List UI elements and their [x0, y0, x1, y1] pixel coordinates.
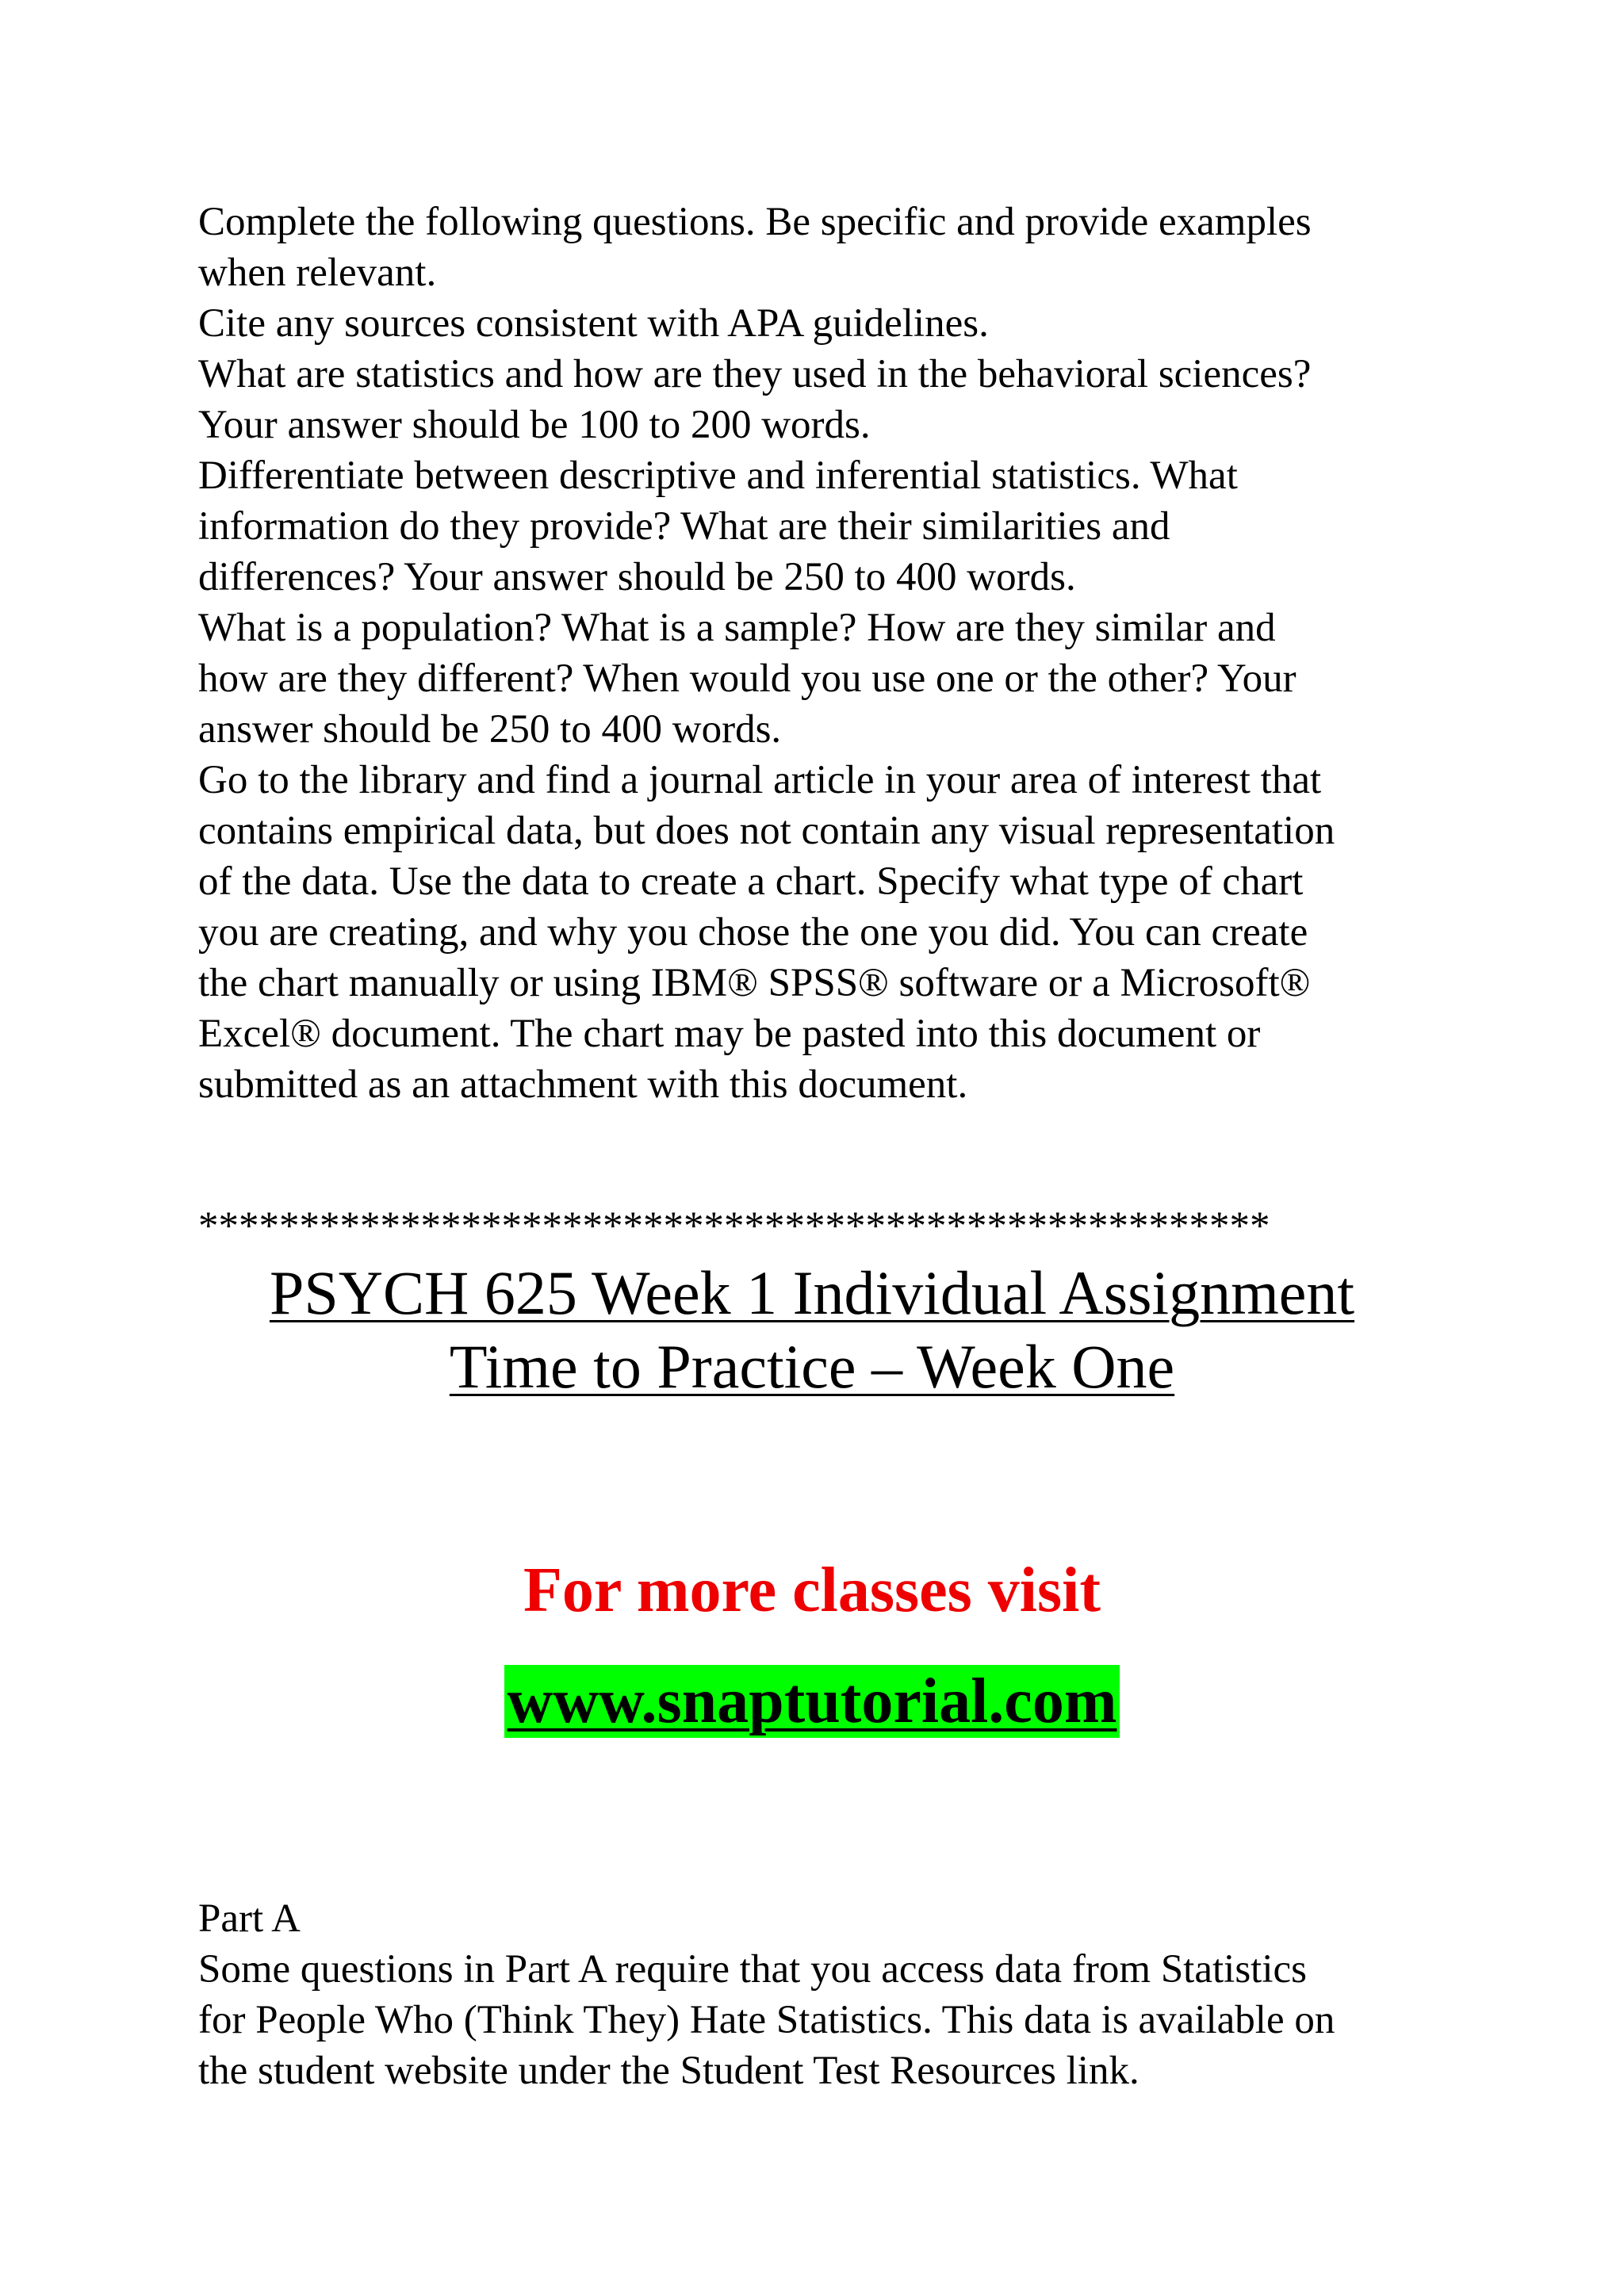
assignment-subtitle: Time to Practice – Week One — [449, 1332, 1175, 1401]
instruction-line: of the data. Use the data to create a chart. Specify what type of chart — [198, 859, 1304, 904]
promo-link-container — [0, 1665, 1624, 1741]
instruction-line: the chart manually or using IBM® SPSS® software or a Microsoft® — [198, 961, 1311, 1005]
website-link[interactable]: www.snaptutorial.com — [504, 1665, 1120, 1738]
instruction-line: What are statistics and how are they used in the behavioral sciences? — [198, 352, 1312, 396]
part-a-heading: Part A — [198, 1896, 301, 1941]
promo-text: For more classes visit — [523, 1556, 1101, 1625]
part-a-line: the student website under the Student Test Resources link. — [198, 2049, 1139, 2093]
instruction-line: Cite any sources consistent with APA guidelines. — [198, 301, 989, 346]
part-a-line: for People Who (Think They) Hate Statistics. This data is available on — [198, 1998, 1335, 2042]
instruction-line: differences? Your answer should be 250 to 400 words. — [198, 555, 1076, 599]
instruction-line: Excel® document. The chart may be pasted into this document or — [198, 1012, 1261, 1056]
assignment-instructions — [198, 197, 1467, 1110]
instruction-line: submitted as an attachment with this document. — [198, 1062, 968, 1107]
instruction-line: contains empirical data, but does not contain any visual representation — [198, 809, 1335, 853]
instruction-line: answer should be 250 to 400 words. — [198, 707, 782, 752]
instruction-line: Complete the following questions. Be specific and provide examples — [198, 200, 1312, 244]
part-a-section — [198, 1893, 1467, 2096]
instruction-line: information do they provide? What are their similarities and — [198, 504, 1170, 549]
instruction-line: Differentiate between descriptive and inferential statistics. What — [198, 453, 1238, 498]
instruction-line: Your answer should be 100 to 200 words. — [198, 403, 871, 447]
instruction-line: you are creating, and why you chose the one you did. You can create — [198, 910, 1308, 955]
assignment-title: PSYCH 625 Week 1 Individual Assignment — [269, 1258, 1355, 1327]
asterisk-separator: ***************************************************** — [198, 1204, 1270, 1249]
instruction-line: Go to the library and find a journal article in your area of interest that — [198, 758, 1322, 802]
part-a-line: Some questions in Part A require that you access data from Statistics — [198, 1947, 1307, 1992]
instruction-line: how are they different? When would you use one or the other? Your — [198, 656, 1297, 701]
instruction-line: when relevant. — [198, 251, 437, 295]
instruction-line: What is a population? What is a sample? How are they similar and — [198, 606, 1276, 650]
